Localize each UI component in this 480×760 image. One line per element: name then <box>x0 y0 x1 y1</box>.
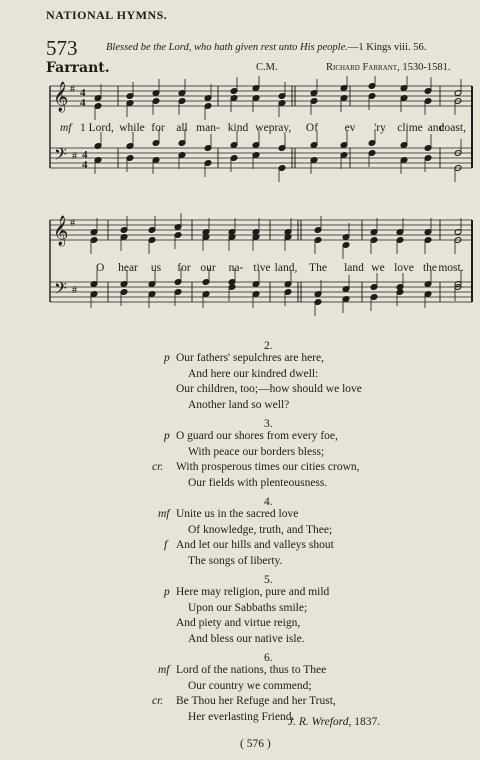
lyric-syllable: the <box>422 262 438 274</box>
lyric-syllable: while <box>119 122 145 134</box>
stanza-number: 3. <box>264 418 273 430</box>
time-signature: 4 <box>82 159 88 171</box>
dynamic-mark: p <box>164 352 170 364</box>
tune-name: Farrant. <box>46 60 110 76</box>
page-number: ( 576 ) <box>240 738 271 750</box>
lyric-syllable: we <box>255 122 269 134</box>
lyric-syllable: 'ry <box>374 122 386 134</box>
stanza-line: Our fields with plenteousness. <box>188 476 328 489</box>
stanza-line: With prosperous times our cities crown, <box>176 461 360 473</box>
bass-clef-icon: 𝄢 <box>54 278 67 302</box>
dynamic-mark: p <box>164 430 170 442</box>
stanza-line: Here may religion, pure and mild <box>176 586 330 598</box>
epigraph <box>106 42 426 53</box>
stanza-line: Our children, too;—how should we love <box>176 383 362 395</box>
sharp-icon: # <box>72 285 77 296</box>
dynamic-mark: cr. <box>152 461 164 473</box>
stanza-line: O guard our shores from every foe, <box>176 430 338 442</box>
lyric-syllable: coast, <box>439 122 466 134</box>
stanza-number: 5. <box>264 574 273 586</box>
composer <box>326 62 450 73</box>
stanza-line: Unite us in the sacred love <box>176 508 299 520</box>
epigraph-text: Blessed be the Lord, who hath given rest unto His people. <box>106 42 348 53</box>
author-attribution <box>288 716 380 728</box>
hymn-number: 573 <box>46 36 78 60</box>
meter: C.M. <box>256 62 278 73</box>
lyric-syllable: land <box>344 262 364 274</box>
lyric-syllable: pray, <box>268 122 292 134</box>
stanza-line: And here our kindred dwell: <box>188 367 319 380</box>
lyric-syllable: tive <box>253 262 271 274</box>
lyric-syllable: Of <box>305 122 319 134</box>
lyric-syllable: most. <box>438 262 464 274</box>
composer-name: Richard Farrant <box>326 62 398 73</box>
treble-clef-icon: 𝄞 <box>53 216 69 246</box>
lyric-syllable: for <box>151 122 165 134</box>
dynamic-mark: mf <box>158 508 170 520</box>
lyric-syllable: land, <box>274 262 298 274</box>
dynamic-mark: f <box>164 539 168 551</box>
lyric-syllable: hear <box>118 262 138 274</box>
lyric-syllable: and <box>427 122 445 134</box>
lyric-syllable: for <box>177 262 191 274</box>
composer-dates: , 1530-1581. <box>397 62 451 73</box>
stanza-line: The songs of liberty. <box>188 554 283 567</box>
time-signature: 4 <box>80 97 86 109</box>
lyric-syllable: The <box>309 262 327 274</box>
sharp-icon: # <box>72 151 77 162</box>
lyric-syllable: man- <box>196 122 220 134</box>
lyric-dynamic: mf <box>60 122 72 134</box>
bass-clef-icon: 𝄢 <box>54 144 67 168</box>
stanza-line: Her everlasting Friend. <box>188 710 295 723</box>
stanza-line: Be Thou her Refuge and her Trust, <box>176 695 336 707</box>
treble-clef-icon: 𝄞 <box>53 82 69 112</box>
lyric-syllable: love <box>394 262 414 274</box>
dynamic-mark: mf <box>158 664 170 676</box>
lyric-syllable: we <box>371 262 385 274</box>
stanza-line: Our country we commend; <box>188 679 312 692</box>
lyric-syllable: all <box>176 122 188 134</box>
lyric-syllable: kind <box>227 122 249 134</box>
stanza-line: Upon our Sabbaths smile; <box>188 601 308 614</box>
time-signature: 4 <box>82 149 88 161</box>
stanza-line: And piety and virtue reign, <box>176 617 301 629</box>
epigraph-reference: —1 Kings viii. 56. <box>347 42 427 53</box>
stanza-line: Lord of the nations, thus to Thee <box>176 664 327 676</box>
stanza-line: Of knowledge, truth, and Thee; <box>188 523 333 536</box>
lyric-syllable: 1 Lord, <box>80 122 114 134</box>
stanza-number: 4. <box>264 496 273 508</box>
lyric-syllable: us <box>150 262 162 274</box>
time-signature: 4 <box>80 87 86 99</box>
dynamic-mark: p <box>164 586 170 598</box>
sharp-icon: # <box>70 84 75 95</box>
author-year: 1837. <box>351 716 381 728</box>
stanza-line: And bless our native isle. <box>188 632 305 645</box>
lyric-syllable: ev <box>344 122 356 134</box>
lyric-syllable: clime <box>397 122 423 134</box>
stanza-number: 6. <box>264 652 273 664</box>
stanza-line: And let our hills and valleys shout <box>176 539 334 551</box>
stanza-line: Our fathers' sepulchres are here, <box>176 352 324 364</box>
stanza-number: 2. <box>264 340 273 352</box>
stanza-line: With peace our borders bless; <box>188 445 325 458</box>
dynamic-mark: cr. <box>152 695 164 707</box>
sharp-icon: # <box>70 218 75 229</box>
lyric-syllable: our <box>200 262 216 274</box>
lyric-syllable: O <box>96 262 105 274</box>
stanza-line: Another land so well? <box>188 398 290 411</box>
author-name: J. R. Wreford, <box>288 716 352 728</box>
running-head: NATIONAL HYMNS. <box>46 8 168 22</box>
lyric-syllable: na- <box>228 262 244 274</box>
